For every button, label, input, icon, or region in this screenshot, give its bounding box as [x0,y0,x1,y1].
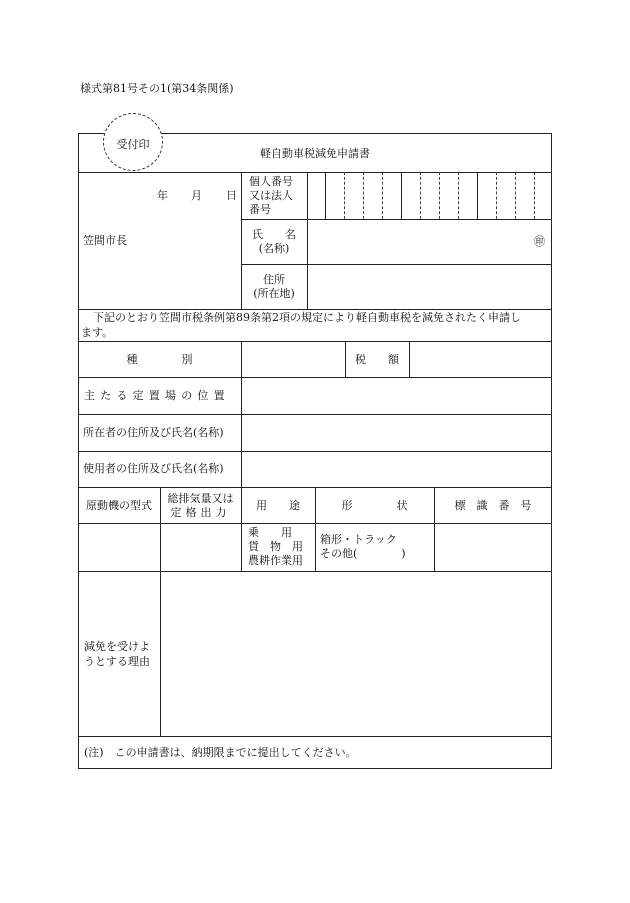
user-label: 使用者の住所及び氏名(名称) [83,462,224,475]
column-divider [160,487,161,736]
reason-label-cont: うとする理由 [84,655,150,668]
usage-option: 貨 物 用 [248,540,303,553]
address-label-sub: (所在地) [253,287,295,300]
tax-amount-label: 税 額 [355,353,399,366]
reason-label: 減免を受けよ [84,640,150,653]
owner-label: 所在者の住所及び氏名(名称) [83,426,224,439]
row-divider [78,736,552,737]
name-label-sub: (名称) [258,242,290,255]
statement-text-cont: ます。 [81,326,114,339]
row-divider [241,219,552,220]
reception-stamp [103,113,163,171]
id-number-label: 番号 [249,203,271,216]
usage-header: 用 途 [256,499,300,512]
id-digit-divider [401,172,402,219]
row-divider [78,309,552,310]
id-digit-dashed-divider [439,172,440,219]
name-label: 氏 名 [252,228,296,241]
date-day-label: 日 [226,189,237,202]
addressee: 笠間市長 [83,234,127,247]
column-divider [409,341,410,377]
row-divider [78,451,552,452]
id-digit-dashed-divider [496,172,497,219]
column-divider [241,341,242,487]
id-digit-dashed-divider [420,172,421,219]
date-month-label: 月 [191,189,202,202]
row-divider [241,264,552,265]
id-digit-dashed-divider [534,172,535,219]
form-code: 様式第81号その1(第34条関係) [80,82,234,95]
id-number-label: 又は法人 [249,189,293,202]
id-digit-divider [477,172,478,219]
seal-mark: ㊞ [534,235,545,248]
footnote: (注) この申請書は、納期限までに提出してください。 [84,746,357,759]
usage-option: 乗 用 [248,526,292,539]
displacement-header: 総排気量又は [167,492,234,505]
kind-label: 種 別 [126,353,193,366]
row-divider [78,571,552,572]
row-divider [78,414,552,415]
reception-stamp-label: 受付印 [116,138,150,151]
id-number-label: 個人番号 [249,175,293,188]
usage-option: 農耕作業用 [248,554,303,567]
id-digit-divider [325,172,326,219]
id-digit-dashed-divider [363,172,364,219]
id-digit-dashed-divider [382,172,383,219]
row-divider [78,172,552,173]
form-title: 軽自動車税減免申請書 [260,147,370,160]
row-divider [78,341,552,342]
shape-option: その他( ) [320,547,406,560]
displacement-header-sub: 定格出力 [170,506,231,519]
statement-text: 下記のとおり笠間市税条例第89条第2項の規定により軽自動車税を減免されたく申請し [93,311,521,324]
shape-option: 箱形・トラック [320,533,397,546]
id-digit-dashed-divider [515,172,516,219]
row-divider [78,377,552,378]
shape-header: 形 状 [341,499,408,512]
address-label: 住所 [263,273,285,286]
storage-location-label: 主たる定置場の位置 [84,389,230,402]
id-digit-dashed-divider [344,172,345,219]
column-divider [307,172,308,309]
plate-number-header: 標 識 番 号 [454,499,532,512]
id-digit-dashed-divider [458,172,459,219]
date-year-label: 年 [157,189,168,202]
engine-model-header: 原動機の型式 [86,499,152,512]
